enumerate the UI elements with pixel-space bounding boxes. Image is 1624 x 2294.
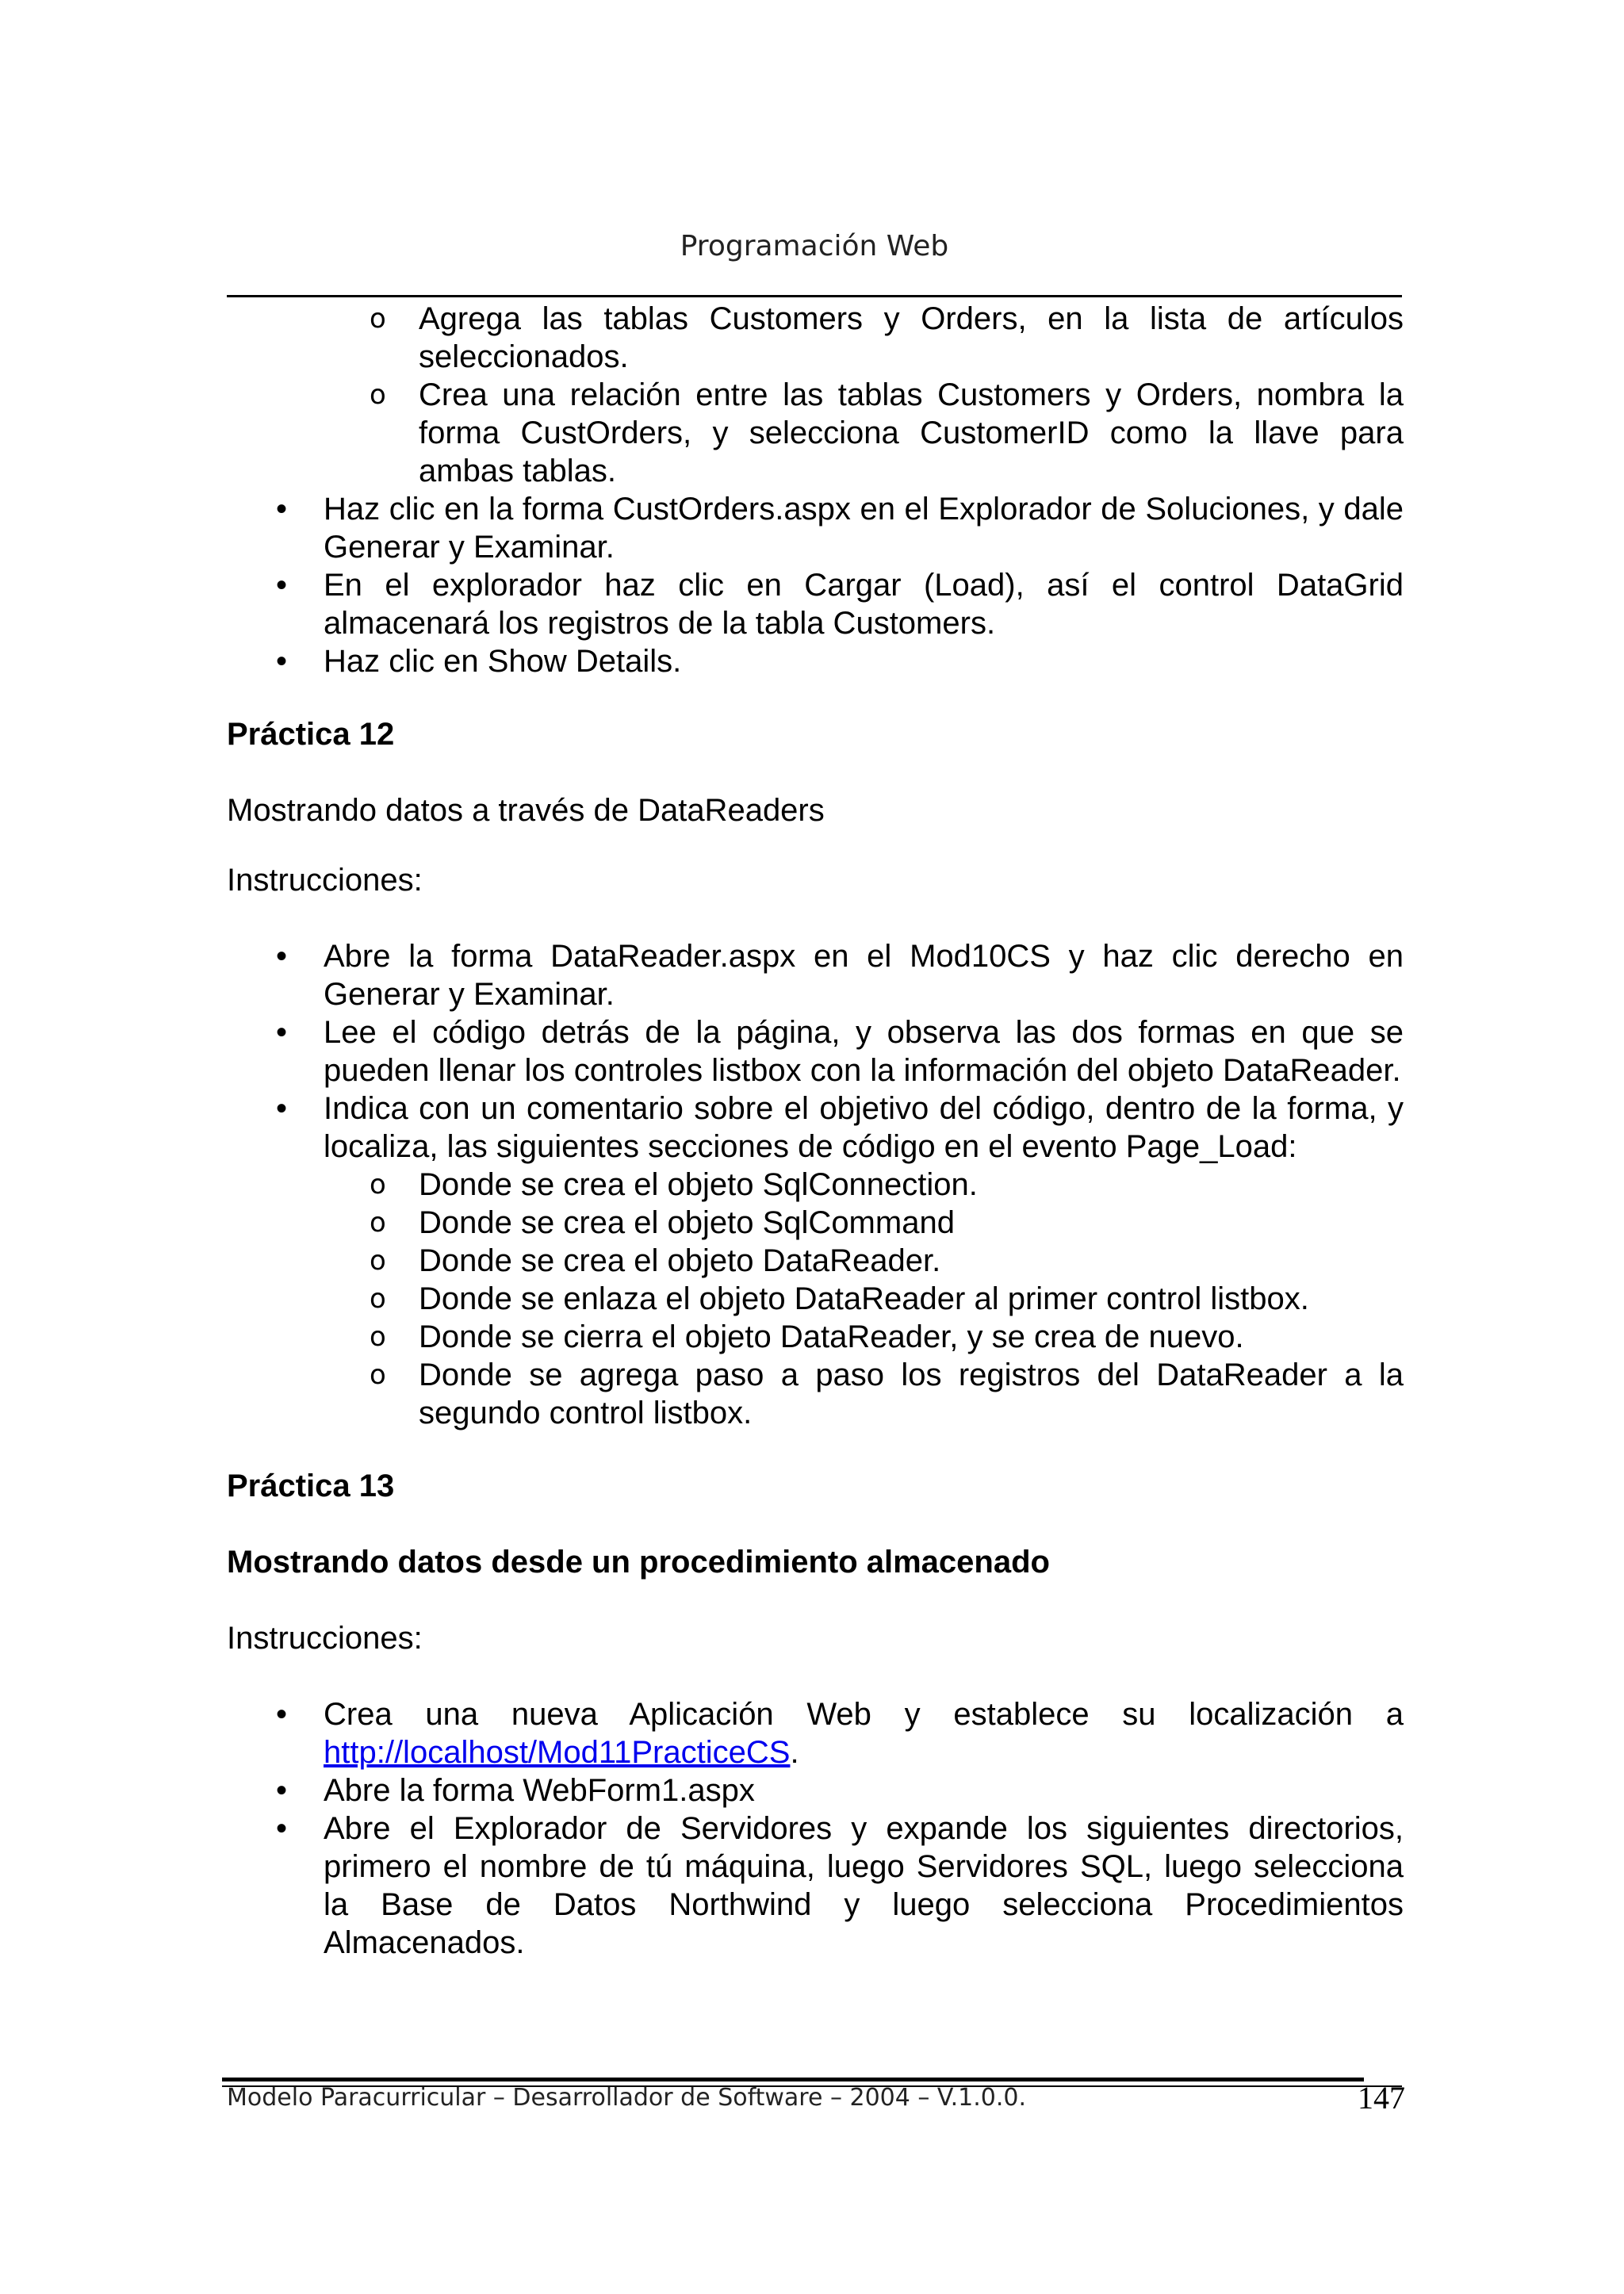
practice-13-subtitle: Mostrando datos desde un procedimiento almacenado — [227, 1545, 1050, 1580]
list-item: • Haz clic en la forma CustOrders.aspx en el Explorador de Soluciones, y dale Generar y Examinar. — [227, 490, 1404, 566]
localhost-link[interactable]: http://localhost/Mod11PracticeCS — [324, 1735, 791, 1770]
list-item: • Indica con un comentario sobre el objetivo del código, dentro de la forma, y localiza, las siguientes secciones de código en el evento Page_Load: — [227, 1090, 1404, 1166]
list-item: o Donde se crea el objeto SqlCommand — [227, 1204, 1404, 1242]
list-item: • Lee el código detrás de la página, y observa las dos formas en que se pueden llenar los controles listbox con la información del objeto DataReader. — [227, 1013, 1404, 1090]
list-item — [227, 1695, 1404, 1771]
list-item: • En el explorador haz clic en Cargar (Load), así el control DataGrid almacenará los registros de la tabla Customers. — [227, 566, 1404, 642]
list-item: • Abre la forma DataReader.aspx en el Mod10CS y haz clic derecho en Generar y Examinar. — [227, 937, 1404, 1013]
list-item: o Donde se enlaza el objeto DataReader al primer control listbox. — [227, 1280, 1404, 1318]
bullet-text-end: . — [790, 1735, 799, 1770]
list-item: o Donde se crea el objeto DataReader. — [227, 1242, 1404, 1280]
practice-12-heading: Práctica 12 — [227, 717, 395, 752]
practice-13-instructions-label: Instrucciones: — [227, 1621, 423, 1656]
practice-13-heading: Práctica 13 — [227, 1469, 395, 1503]
footer-divider-thick — [222, 2078, 1364, 2081]
running-header: Programación Web — [680, 230, 949, 262]
list-item: • Haz clic en Show Details. — [227, 642, 1404, 680]
list-item: o Donde se cierra el objeto DataReader, y se crea de nuevo. — [227, 1318, 1404, 1356]
list-item: o Donde se crea el objeto SqlConnection. — [227, 1166, 1404, 1204]
intro-sub-list — [227, 300, 1404, 490]
practice-12-sub-list — [227, 1166, 1404, 1432]
list-item: • Abre la forma WebForm1.aspx — [227, 1771, 1404, 1810]
bullet-text: Crea una nueva Aplicación Web y establece su localización a — [324, 1697, 1404, 1732]
list-item: o Crea una relación entre las tablas Customers y Orders, nombra la forma CustOrders, y selecciona CustomerID como la llave para ambas tablas. — [227, 376, 1404, 490]
practice-12-bullet-list — [227, 937, 1404, 1166]
practice-12-instructions-label: Instrucciones: — [227, 863, 423, 898]
page-content — [227, 300, 1404, 1962]
footer-text: Modelo Paracurricular – Desarrollador de Software – 2004 – V.1.0.0. — [227, 2084, 1026, 2112]
practice-13-bullet-list — [227, 1695, 1404, 1962]
header-divider — [227, 295, 1402, 297]
practice-12-subtitle: Mostrando datos a través de DataReaders — [227, 793, 825, 828]
list-item: o Agrega las tablas Customers y Orders, en la lista de artículos seleccionados. — [227, 300, 1404, 376]
list-item: • Abre el Explorador de Servidores y expande los siguientes directorios, primero el nombre de tú máquina, luego Servidores SQL, luego selecciona la Base de Datos Northwind y luego selecciona Procedimientos Almacenados. — [227, 1810, 1404, 1962]
intro-bullet-list — [227, 490, 1404, 680]
list-item: o Donde se agrega paso a paso los registros del DataReader a la segundo control listbox. — [227, 1356, 1404, 1432]
page-number: 147 — [1358, 2080, 1405, 2116]
